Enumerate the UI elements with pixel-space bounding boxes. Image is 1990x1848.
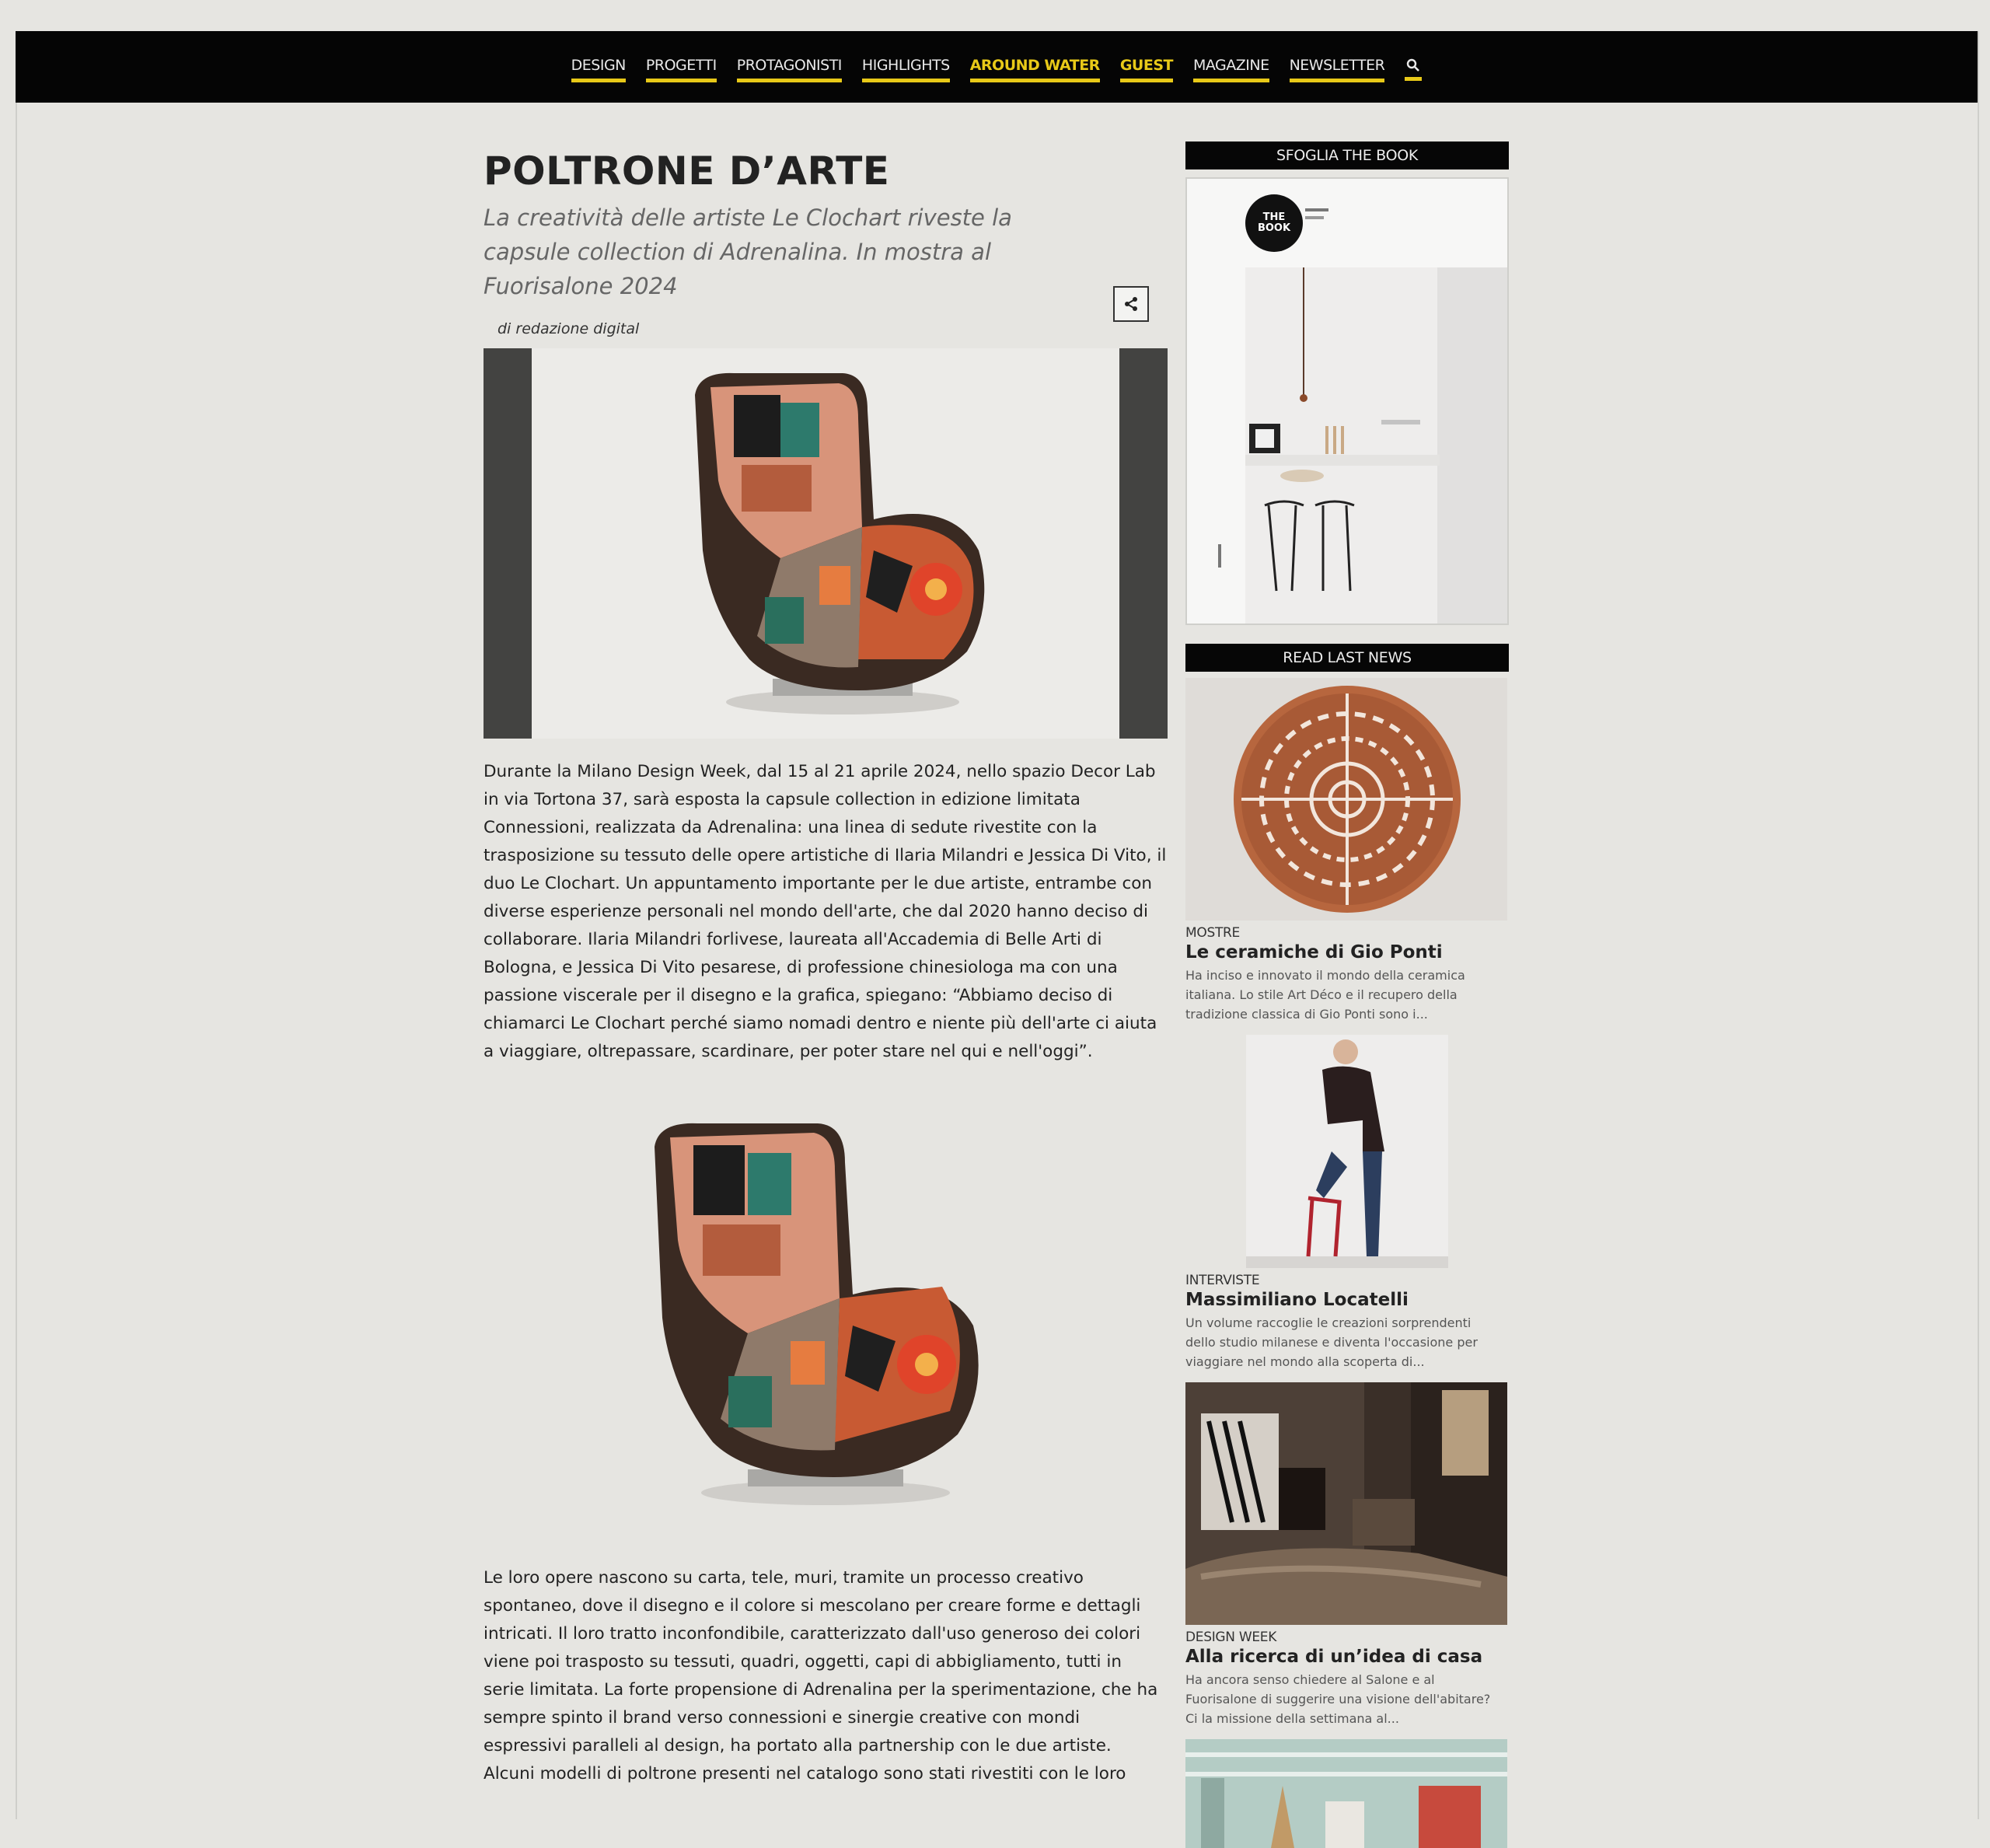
nav-item-highlights[interactable]: HIGHLIGHTS — [862, 57, 950, 82]
nav-item-progetti[interactable]: PROGETTI — [646, 57, 717, 82]
sidebar-book-header: SFOGLIA THE BOOK — [1185, 141, 1509, 169]
article-title: POLTRONE D’ARTE — [484, 148, 890, 194]
news-item[interactable] — [1185, 678, 1509, 1024]
nav-item-magazine[interactable]: MAGAZINE — [1193, 57, 1269, 82]
sidebar-news-header: READ LAST NEWS — [1185, 644, 1509, 672]
article-byline: di redazione digital — [498, 320, 640, 337]
news-category: DESIGN WEEK — [1185, 1630, 1277, 1645]
the-book-cover[interactable] — [1185, 177, 1509, 625]
news-item[interactable] — [1185, 1035, 1509, 1371]
nav-item-newsletter[interactable]: NEWSLETTER — [1290, 57, 1385, 82]
article — [484, 148, 1168, 1783]
sidebar — [1185, 141, 1509, 1848]
gallery-next-button[interactable] — [1119, 348, 1168, 739]
news-image-partial[interactable] — [1185, 1739, 1507, 1848]
news-excerpt: Ha ancora senso chiedere al Salone e al Fuorisalone di suggerire una visione dell'abitare? Ci la missione della settimana al... — [1185, 1672, 1491, 1726]
hero-gallery — [484, 348, 1168, 739]
nav-item-protagonisti[interactable]: PROTAGONISTI — [737, 57, 842, 82]
news-excerpt: Un volume raccoglie le creazioni sorprendenti dello studio milanese e diventa l'occasione per viaggiare nel mondo alla scoperta di... — [1185, 1315, 1478, 1369]
armchair-image-2 — [631, 1116, 989, 1520]
article-paragraph-2: Le loro opere nascono su carta, tele, muri, tramite un processo creativo spontaneo, dove il disegno e il colore si mescolano per creare forme e dettagli intricati. Il loro tratto inconfondibile, caratterizzato dall'uso generoso dei colori viene poi trasposto su tessuti, quadri, oggetti, capi di abbigliamento, tutti in serie limitata. La forte propensione di Adrenalina per la sperimentazione, che ha sempre spinto il brand verso connessioni e sinergie creative con mondi espressivi paralleli al design, ha portato alla partnership con le due artiste. Alcuni modelli di poltrone presenti nel catalogo sono stati rivestiti con le loro — [484, 1568, 1158, 1783]
share-icon — [1122, 295, 1140, 313]
article-subtitle: La creatività delle artiste Le Clochart riveste la capsule collection di Adrenalina. In mostra al Fuorisalone 2024 — [484, 204, 1012, 299]
top-navigation — [16, 31, 1978, 103]
news-title[interactable]: Le ceramiche di Gio Ponti — [1185, 942, 1443, 962]
news-title[interactable]: Alla ricerca di un’idea di casa — [1185, 1647, 1483, 1667]
news-title[interactable]: Massimiliano Locatelli — [1185, 1290, 1409, 1310]
news-item[interactable] — [1185, 1382, 1509, 1728]
news-category: MOSTRE — [1185, 925, 1240, 941]
the-book-logo: THE BOOK — [1245, 194, 1303, 252]
news-image-ceramics — [1185, 678, 1507, 921]
nav-item-guest[interactable]: GUEST — [1120, 57, 1173, 82]
news-category: INTERVISTE — [1185, 1273, 1260, 1288]
share-button[interactable] — [1113, 286, 1149, 322]
gallery-prev-button[interactable] — [484, 348, 532, 739]
article-paragraph-1: Durante la Milano Design Week, dal 15 al 21 aprile 2024, nello spazio Decor Lab in via Tortona 37, sarà esposta la capsule collection in edizione limitata Connessioni, realizzata da Adrenalina: una linea di sedute rivestite con la trasposizione su tessuto delle opere artistiche di Ilaria Milandri e Jessica Di Vito, il duo Le Clochart. Un appuntamento importante per le due artiste, entrambe con diverse esperienze personali nel mondo dell'arte, che dal 2020 hanno deciso di collaborare. Ilaria Milandri forlivese, laureata all'Accademia di Belle Arti di Bologna, e Jessica Di Vito pesarese, di professione chinesiologa ma con una passione viscerale per il disegno e la grafica, spiegano: “Abbiamo deciso di chiamarci Le Clochart perché siamo nomadi dentro e niente più dell'arte ci aiuta a viaggiare, oltrepassare, scardinare, per poter stare nel qui e nell'oggi”. — [484, 762, 1167, 1061]
news-excerpt: Ha inciso e innovato il mondo della ceramica italiana. Lo stile Art Déco e il recupero della tradizione classica di Gio Ponti sono i... — [1185, 968, 1465, 1022]
armchair-image — [664, 364, 990, 729]
nav-item-around-water[interactable]: AROUND WATER — [970, 57, 1100, 82]
news-image-locatelli — [1185, 1035, 1507, 1268]
nav-item-design[interactable]: DESIGN — [571, 57, 626, 82]
search-icon[interactable] — [1405, 58, 1422, 81]
news-image-interior — [1185, 1382, 1507, 1625]
